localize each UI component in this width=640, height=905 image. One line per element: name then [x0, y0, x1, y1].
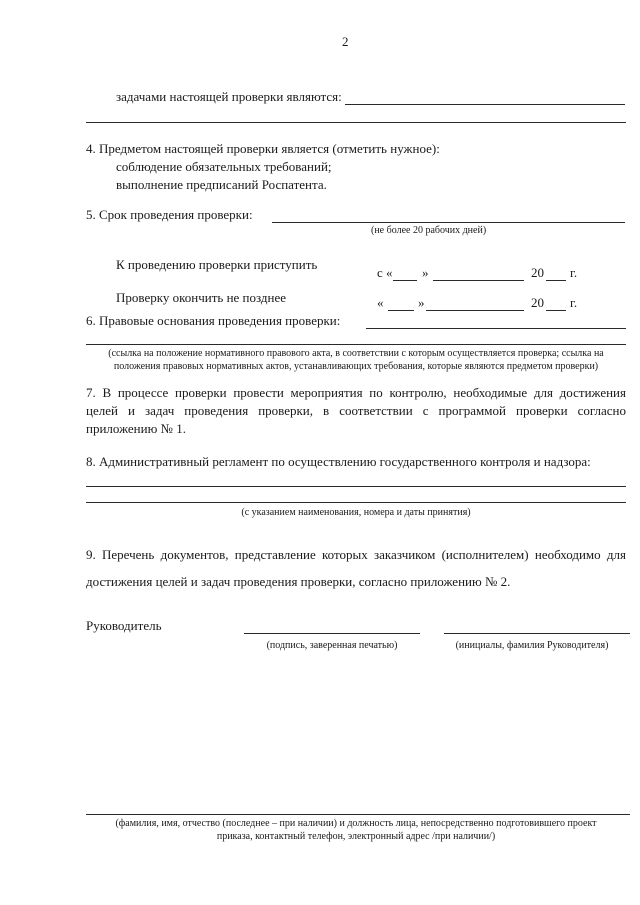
regulation-line-2[interactable]	[86, 502, 626, 503]
regulation-note: (с указанием наименования, номера и даты принятия)	[241, 507, 471, 518]
start-date-prefix: с «	[377, 265, 393, 280]
duration-note: (не более 20 рабочих дней)	[371, 225, 487, 236]
start-year-line[interactable]	[546, 280, 566, 281]
item7-line-2: целей и задач проведения проверки, в соответствии с программой проверки согласно	[86, 403, 626, 418]
start-year: 20	[531, 265, 544, 280]
duration-line[interactable]	[272, 222, 625, 223]
preparer-line[interactable]	[86, 814, 630, 815]
start-year-suffix: г.	[570, 265, 578, 280]
head-name-line[interactable]	[444, 633, 630, 634]
end-month-line[interactable]	[426, 310, 524, 311]
item4-heading: 4. Предметом настоящей проверки является (отметить нужное):	[86, 141, 440, 156]
legal-basis-line[interactable]	[366, 328, 626, 329]
start-month-line[interactable]	[433, 280, 524, 281]
start-label: К проведению проверки приступить	[116, 257, 318, 272]
preparer-note-1: (фамилия, имя, отчество (последнее – при наличии) и должность лица, непосредственно подготовившего проект	[115, 818, 597, 829]
legal-basis-note-1: (ссылка на положение нормативного правового акта, в соответствии с которым осуществляется проверка; ссылка на	[108, 348, 604, 359]
end-year-suffix: г.	[570, 295, 578, 310]
item9-line-2: достижения целей и задач проведения проверки, согласно приложению № 2.	[86, 574, 511, 589]
legal-basis-blank-line[interactable]	[86, 344, 626, 345]
signature-line[interactable]	[244, 633, 420, 634]
legal-basis-note-2: положения правовых нормативных актов, устанавливающих требования, которые являются предметом проверки)	[113, 361, 599, 372]
item4-option-requirements: соблюдение обязательных требований;	[116, 159, 332, 174]
start-quote-close: »	[422, 265, 429, 280]
preparer-note-2: приказа, контактный телефон, электронный адрес /при наличии/)	[216, 831, 496, 842]
end-year-line[interactable]	[546, 310, 566, 311]
signature-note: (подпись, заверенная печатью)	[266, 640, 398, 651]
intro-line: задачами настоящей проверки являются:	[116, 89, 342, 104]
page-number: 2	[342, 34, 349, 49]
item8-heading: 8. Административный регламент по осуществлению государственного контроля и надзора:	[86, 454, 591, 469]
item7-line-1: 7. В процессе проверки провести мероприятия по контролю, необходимые для достижения	[86, 385, 626, 400]
intro-blank-line[interactable]	[86, 122, 626, 123]
intro-fill-line[interactable]	[345, 104, 625, 105]
item6-heading: 6. Правовые основания проведения проверки:	[86, 313, 341, 328]
end-day-line[interactable]	[388, 310, 414, 311]
item4-option-prescriptions: выполнение предписаний Роспатента.	[116, 177, 327, 192]
item5-heading: 5. Срок проведения проверки:	[86, 207, 253, 222]
item9-line-1: 9. Перечень документов, представление которых заказчиком (исполнителем) необходимо для	[86, 547, 626, 562]
regulation-line-1[interactable]	[86, 486, 626, 487]
end-label: Проверку окончить не позднее	[116, 290, 287, 305]
item7-line-3: приложению № 1.	[86, 421, 186, 436]
end-quote-close: »	[418, 295, 425, 310]
end-quote-open: «	[377, 295, 384, 310]
head-label: Руководитель	[86, 618, 162, 633]
start-day-line[interactable]	[393, 280, 417, 281]
end-year: 20	[531, 295, 544, 310]
head-name-note: (инициалы, фамилия Руководителя)	[455, 640, 609, 651]
